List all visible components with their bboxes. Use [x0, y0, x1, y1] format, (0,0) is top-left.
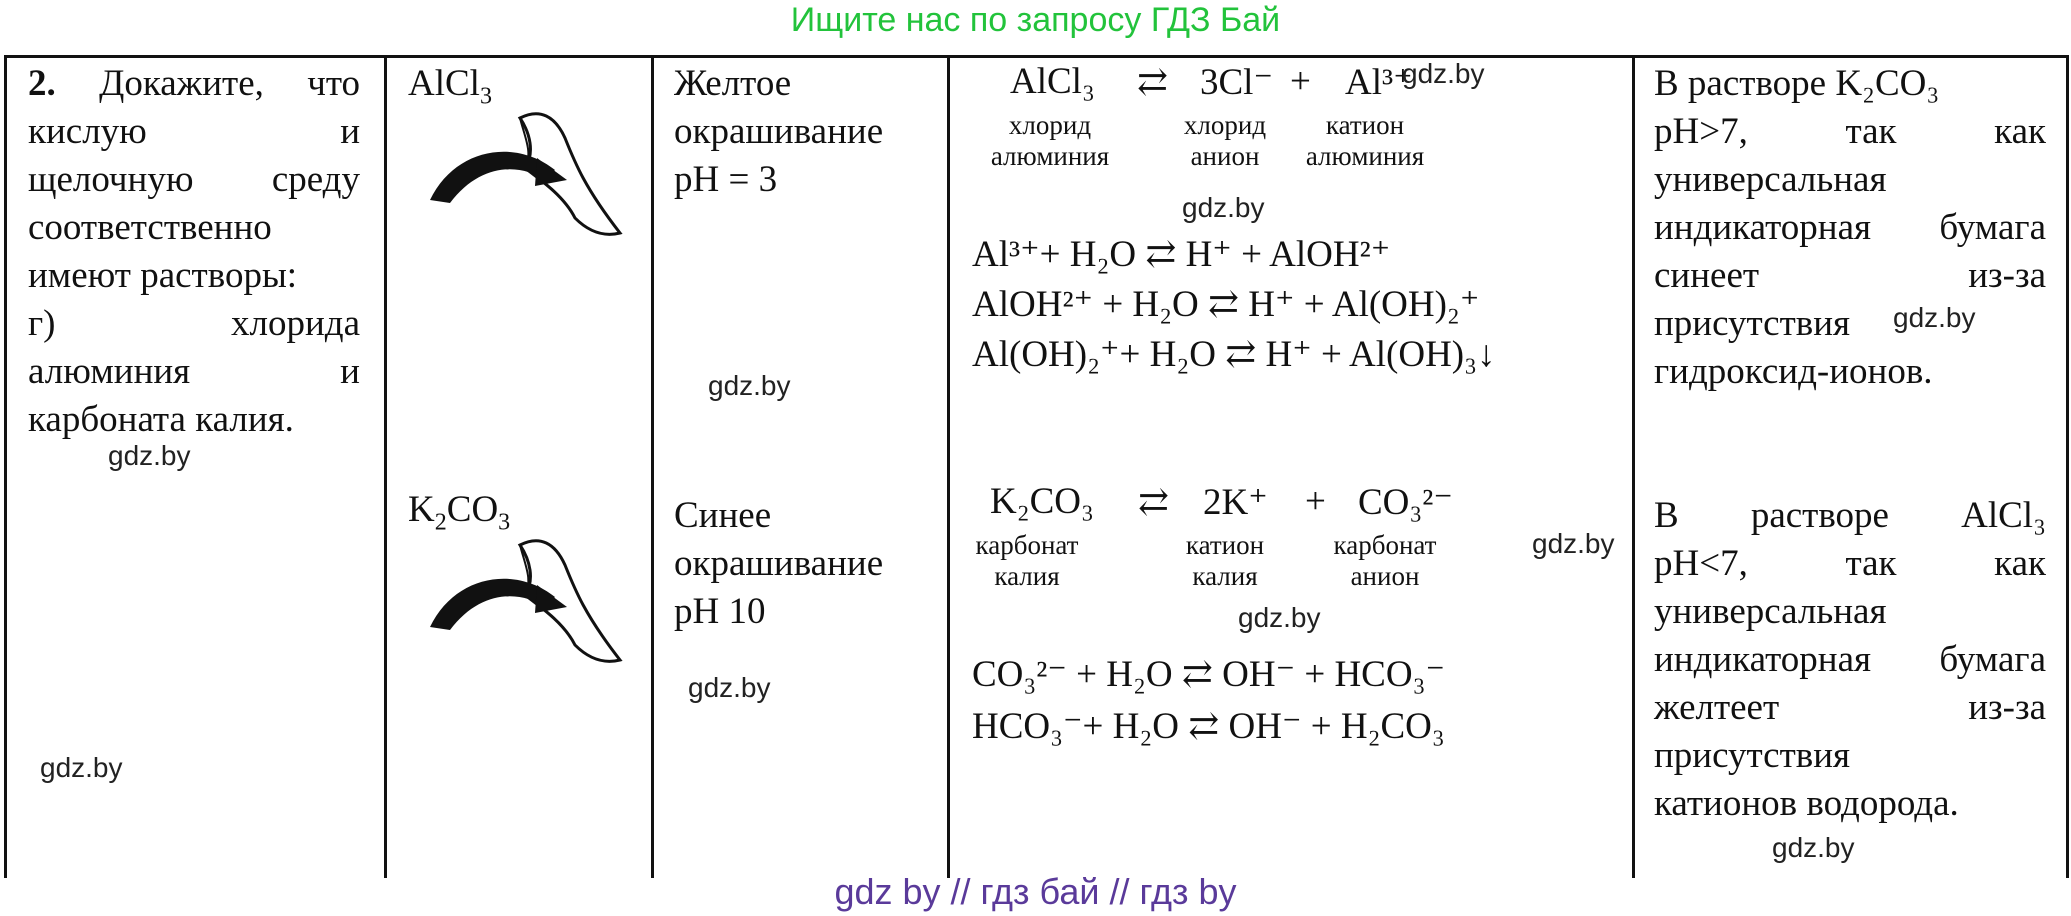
task-line: кислую и [28, 111, 360, 152]
observation-first: Желтое окрашивание pH = 3 [674, 63, 884, 200]
species-label: катион алюминия [1305, 110, 1425, 171]
reversible-arrow: ⇄ [1138, 482, 1170, 523]
task-line: карбоната калия. [28, 399, 294, 440]
table-top-border [4, 55, 2069, 58]
species-label: хлорид алюминия [990, 110, 1110, 171]
hydrolysis-step: CO₃²⁻ + H₂O ⇄ OH⁻ + HCO₃⁻ [972, 654, 1446, 695]
conclusion-first: В растворе K₂CO₃ pH>7, так как универсальная индикаторная бумага синеет из-за присутствия гидроксид-ионов. [1654, 63, 2046, 392]
watermark: gdz.by [1772, 832, 1855, 863]
task-line: 2. Докажите, что [28, 63, 361, 104]
column-border-6 [2066, 55, 2069, 878]
indicator-paper-icon [425, 108, 625, 243]
hydrolysis-step: HCO₃⁻+ H₂O ⇄ OH⁻ + H₂CO₃ [972, 706, 1445, 747]
species-label: карбонат анион [1333, 530, 1437, 591]
potassium-ion: 2K⁺ [1203, 482, 1268, 523]
column-border-5 [1632, 55, 1635, 878]
task-line: щелочную среду [28, 159, 360, 200]
task-line: алюминия и [28, 351, 360, 392]
watermark: gdz.by [1182, 192, 1265, 223]
task-number: 2. [28, 63, 56, 104]
watermark: gdz.by [40, 752, 123, 783]
watermark: gdz.by [108, 440, 191, 471]
column-border-3 [651, 55, 654, 878]
reversible-arrow: ⇄ [1137, 62, 1169, 103]
bottom-banner: gdz by // гдз бай // гдз by [834, 871, 1237, 912]
substance-k2co3: $K_2CO_3$ [408, 489, 511, 536]
hydrolysis-step: AlOH²⁺ + H₂O ⇄ H⁺ + Al(OH)₂⁺ [972, 284, 1480, 325]
watermark: gdz.by [1532, 528, 1615, 559]
task-line: г) хлорида [28, 303, 360, 344]
task-line: имеют растворы: [28, 255, 298, 296]
alcl3-formula: AlCl₃ [1010, 61, 1095, 102]
substance-alcl3: AlCl$_3$ [408, 63, 492, 110]
column-border-1 [4, 55, 7, 878]
aluminium-ion: Al³⁺ [1345, 62, 1413, 103]
carbonate-ion: CO₃²⁻ [1358, 482, 1453, 523]
watermark: gdz.by [1893, 302, 1976, 333]
plus-sign: + [1305, 481, 1326, 522]
hydrolysis-step: Al(OH)₂⁺+ H₂O ⇄ H⁺ + Al(OH)₃↓ [972, 334, 1496, 375]
k2co3-formula: K₂CO₃ [990, 481, 1094, 522]
indicator-paper-icon [425, 535, 625, 670]
conclusion-second: В растворе AlCl₃ pH<7, так как универсальная индикаторная бумага желтеет из-за присутствия катионов водорода. [1654, 495, 2046, 824]
task-text [28, 60, 360, 444]
watermark: gdz.by [708, 370, 791, 401]
watermark: gdz.by [1238, 602, 1321, 633]
chloride-ion: 3Cl⁻ [1200, 62, 1273, 103]
species-label: хлорид анион [1183, 110, 1267, 171]
plus-sign: + [1290, 61, 1311, 102]
species-label: катион калия [1185, 530, 1265, 591]
species-label: карбонат калия [975, 530, 1079, 591]
watermark: gdz.by [688, 672, 771, 703]
column-border-4 [947, 55, 950, 878]
hydrolysis-step: Al³⁺+ H₂O ⇄ H⁺ + AlOH²⁺ [972, 234, 1391, 275]
observation-second: Синее окрашивание pH 10 [674, 495, 884, 632]
watermark: gdz.by [1402, 58, 1485, 89]
task-line: соответственно [28, 207, 272, 248]
top-banner: Ищите нас по запросу ГДЗ Бай [790, 1, 1281, 39]
column-border-2 [384, 55, 387, 878]
